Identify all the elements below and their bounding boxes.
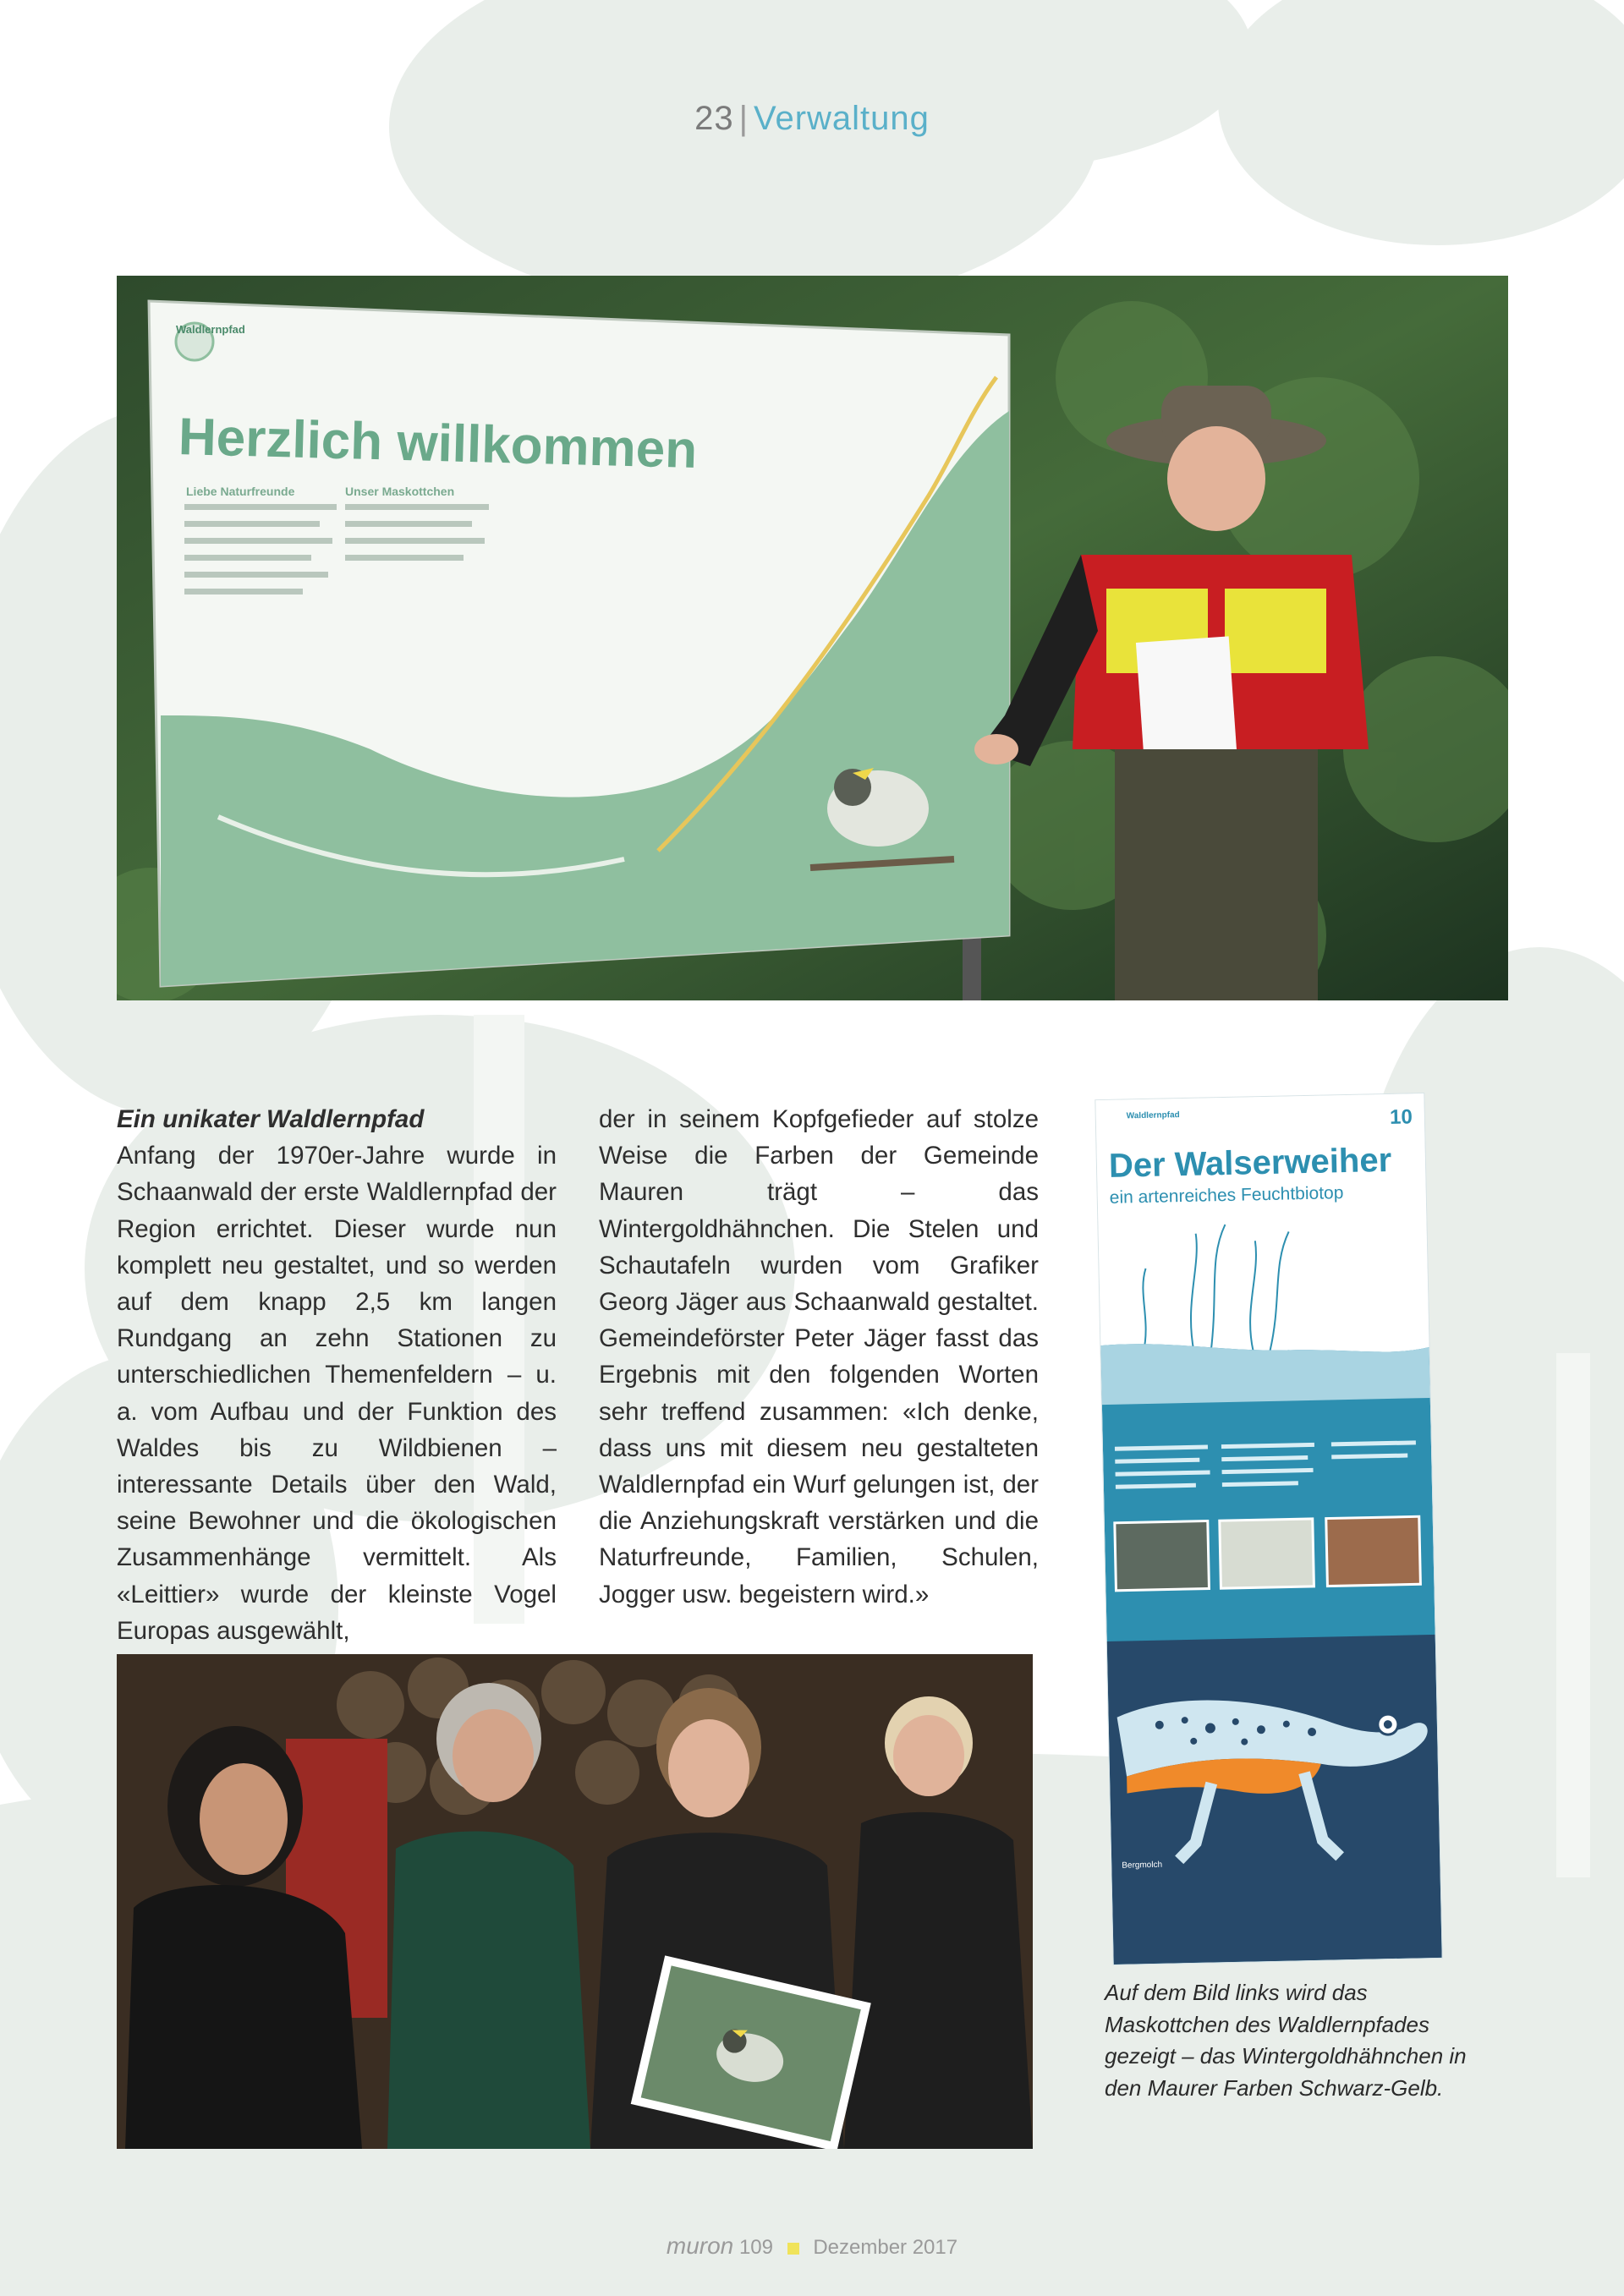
issue-number: 109 — [738, 2236, 773, 2259]
article-body — [117, 1101, 1039, 1649]
magazine-name: muron — [666, 2233, 734, 2259]
poster-walserweiher — [1095, 1093, 1441, 1964]
page-header — [0, 100, 1624, 138]
article-column-2 — [599, 1101, 1039, 1649]
sign-col1-heading: Liebe Naturfreunde — [186, 485, 295, 498]
sign-col2-heading: Unser Maskottchen — [345, 485, 455, 498]
poster-animal-label: Bergmolch — [1122, 1860, 1163, 1871]
poster-logo-text: Waldlernpfad — [1126, 1110, 1180, 1121]
photo-caption: Auf dem Bild links wird das Maskottchen des Waldlernpfades gezeigt – das Wintergoldhähnchen in den Maurer Farben Schwarz-Gelb. — [1105, 1980, 1467, 2101]
article-paragraph-2: der in seinem Kopfgefieder auf stolze Weise die Farben der Gemeinde Mauren trägt – das Wintergoldhähnchen. Die Stelen und Schautafeln wurden vom Grafiker Georg Jäger aus Schaanwald gestaltet. Gemeindeförster Peter Jäger fasst das Ergebnis mit den folgenden Worten sehr treffend zusammen: «Ich denke, dass uns mit diesem neu gestalteten Waldlernpfad ein Wurf gelungen ist, der die Anziehungskraft verstärken und die Naturfreunde, Familien, Schulen, Jogger usw. begeistern wird.» — [599, 1105, 1039, 1608]
photo-forester-welcome-sign — [117, 276, 1508, 1000]
poster-title: Der Walserweiher — [1108, 1141, 1392, 1185]
page-number: 23 — [694, 100, 734, 137]
sign-logo-text: Waldlernpfad — [176, 323, 245, 336]
article-paragraph-1: Anfang der 1970er-Jahre wurde in Schaanwald der erste Waldlernpfad der Region errichtet. Dieser wurde nun komplett neu gestaltet, und so werden auf dem knapp 2,5 km langen Rundgang an zehn Stationen zu unterschiedlichen Themenfeldern – u. a. vom Aufbau und der Funktion des Waldes bis zu Wildbienen – interessante Details über den Wald, seine Bewohner und die ökologischen Zusammenhänge vermittelt. Als «Leittier» wurde der kleinste Vogel Europas ausgewählt, — [117, 1142, 557, 1645]
photo-bottom-illustration — [117, 1654, 1033, 2149]
header-separator: | — [738, 100, 749, 137]
photo-top-illustration — [117, 276, 1508, 1000]
poster-illustration — [1095, 1093, 1441, 1964]
poster-station-number: 10 — [1389, 1105, 1413, 1129]
footer-square-icon — [787, 2243, 799, 2255]
page-footer — [0, 2233, 1624, 2260]
article-subheading: Ein unikater Waldlernpfad — [117, 1105, 425, 1133]
article-column-1 — [117, 1101, 557, 1649]
photo-group-with-mascot — [117, 1654, 1033, 2149]
issue-date: Dezember 2017 — [813, 2236, 958, 2259]
section-title: Verwaltung — [753, 100, 930, 137]
poster-subtitle: ein artenreiches Feuchtbiotop — [1109, 1183, 1344, 1208]
sign-title: Herzlich willkommen — [178, 407, 699, 480]
